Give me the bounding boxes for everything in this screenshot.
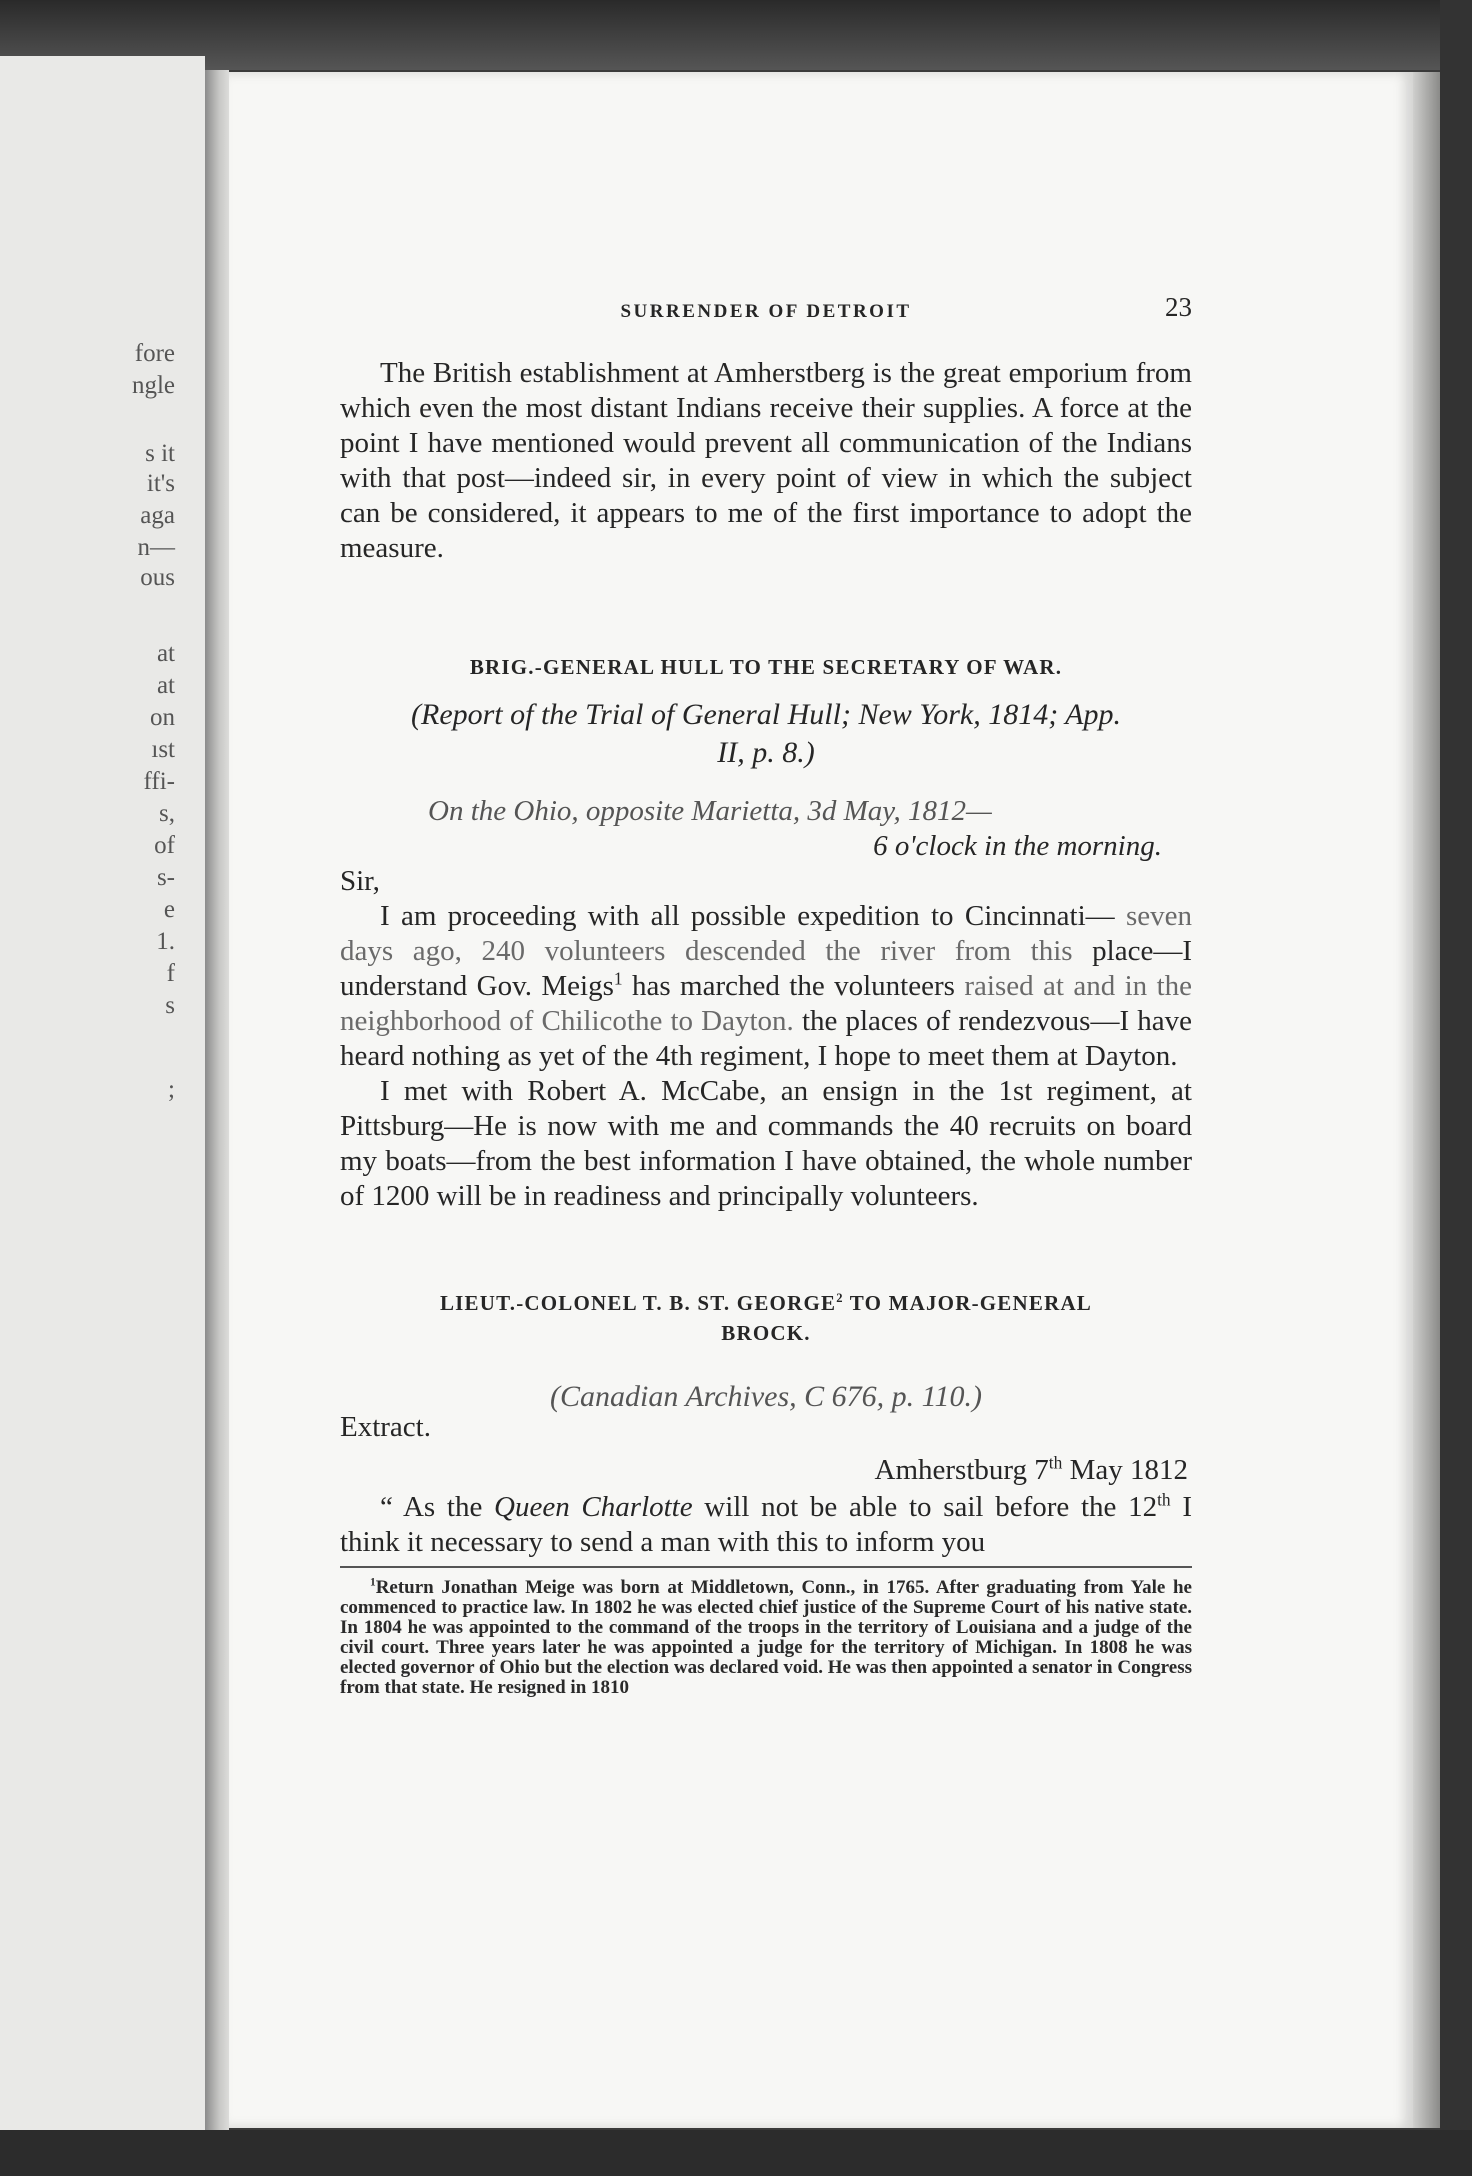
- left-fragment: ous: [140, 564, 175, 591]
- scan-border-top: [0, 0, 1472, 70]
- hull-p1-line-g: 4th regiment, I hope to meet them at Dayton.: [655, 1040, 1178, 1072]
- hull-dateline-time: 6 o'clock in the morning.: [873, 830, 1162, 862]
- left-fragment: ffi-: [143, 768, 175, 795]
- stgeorge-para-line-2: I think it necessary to send a man with this to inform you: [340, 1491, 1192, 1558]
- stgeorge-place: Amherstburg 7: [874, 1454, 1049, 1486]
- footnote: [340, 1578, 1192, 1698]
- left-fragment: it's: [146, 470, 175, 497]
- left-fragment: ;: [168, 1076, 175, 1103]
- left-fragment: f: [166, 960, 175, 987]
- left-fragment: at: [156, 640, 175, 667]
- left-fragment: s-: [156, 864, 175, 891]
- left-fragment: on: [150, 704, 175, 731]
- hull-p1-line-b: seven days ago, 240 volunteers descended the river from this: [340, 900, 1192, 967]
- left-fragment: aga: [140, 502, 175, 529]
- hull-paragraph-1: [340, 899, 1192, 1074]
- hull-paragraph-2: I met with Robert A. McCabe, an ensign in the 1st regiment, at Pittsburg—He is now with me and commands the 40 recruits on board my boats—from the best information I have obtained, the whole number of 1200 will be in readiness and principally volunteers.: [340, 1075, 1192, 1212]
- intro-paragraph: The British establishment at Amherstberg is the great emporium from which even the most distant Indians receive their supplies. A force at the point I have mentioned would prevent all communication of the Indians with that post—indeed sir, in every point of view in which the subject can be considered, it appears to me of the first importance to adopt the measure.: [340, 357, 1192, 564]
- stgeorge-para-open: “ As the: [380, 1491, 495, 1523]
- stgeorge-para-line-1: will not be able to sail before the: [692, 1491, 1117, 1523]
- intro-section: [340, 356, 1192, 566]
- hull-p1-line-c: place—I understand Gov. Meigs: [340, 935, 1193, 1002]
- hull-letter-section: [340, 652, 1192, 1214]
- left-fragment: at: [156, 672, 175, 699]
- hull-salutation: Sir,: [340, 865, 380, 897]
- footnote-text: Return Jonathan Meige was born at Middletown, Conn., in 1765. After graduating from Yale he commenced to practice law. In 1802 he was elected chief justice of the Supreme Court of his native state. In 1804 he was appointed to the command of the troops in the territory of Louisiana and a judge of the civil court. Three years later he was appointed a judge for the territory of Michigan. In 1808 he was elected governor of Ohio but the election was declared void. He was then appointed a senator in Congress from that state. He resigned in 1810: [340, 1577, 1192, 1698]
- scan-border-bottom: [0, 2130, 1472, 2176]
- stgeorge-year: May 1812: [1062, 1454, 1188, 1486]
- left-fragment: of: [154, 832, 175, 859]
- footnote-rule: [340, 1566, 1192, 1568]
- left-fragment: s: [165, 992, 175, 1019]
- footnote-marker-1: 1: [613, 968, 623, 989]
- hull-p1-line-a: I am proceeding with all possible expedition to Cincinnati—: [380, 900, 1115, 932]
- running-head: [340, 294, 1192, 356]
- page-edge-shadow: [1413, 72, 1440, 2128]
- stgeorge-heading-part-1: LIEUT.-COLONEL T. B. ST. GEORGE: [439, 1291, 837, 1315]
- left-fragment: n—: [137, 534, 175, 561]
- hull-source-line-1: (Report of the Trial of General Hull; New York, 1814; App.: [411, 698, 1121, 731]
- left-fragment: s it: [145, 440, 175, 467]
- running-title: SURRENDER OF DETROIT: [620, 301, 912, 322]
- hull-p1-line-d: has marched the volunteers: [622, 970, 955, 1002]
- footnote-number: 1: [370, 1576, 376, 1589]
- left-page-text-fragments: [0, 56, 205, 2136]
- hull-source-line-2: II, p. 8.): [717, 736, 815, 769]
- page-number: 23: [1165, 292, 1192, 322]
- book-gutter: [205, 70, 229, 2130]
- hull-p1-line-e: raised at and in the neighborhood of Chilicothe to Dayton.: [340, 970, 1193, 1037]
- stgeorge-letter-heading: [340, 1288, 1192, 1348]
- stgeorge-letter-section: [340, 1288, 1192, 1560]
- left-fragment: ngle: [131, 372, 175, 399]
- stgeorge-extract-label: Extract.: [340, 1411, 431, 1443]
- hull-dateline-place: On the Ohio, opposite Marietta, 3d May, 1812—: [428, 795, 992, 827]
- scan-border-right: [1440, 0, 1472, 2176]
- page-text: [340, 294, 1192, 1698]
- ship-name: Queen Charlotte: [494, 1491, 693, 1523]
- hull-letter-source: [340, 696, 1192, 772]
- stgeorge-para-ordinal: th: [1157, 1489, 1171, 1510]
- stgeorge-letter-source: (Canadian Archives, C 676, p. 110.): [550, 1380, 982, 1413]
- left-fragment: e: [163, 896, 175, 923]
- left-fragment: fore: [134, 340, 175, 367]
- left-fragment: ıst: [151, 736, 175, 763]
- stgeorge-paragraph: [340, 1490, 1192, 1560]
- stgeorge-heading-part-3: BROCK.: [721, 1321, 811, 1345]
- stgeorge-ordinal: th: [1048, 1452, 1063, 1473]
- hull-p1-line-f: the places of rendezvous—I have heard nothing as yet of the: [340, 1005, 1192, 1072]
- left-fragment: s,: [159, 800, 175, 827]
- hull-letter-heading: BRIG.-GENERAL HULL TO THE SECRETARY OF WAR.: [469, 655, 1063, 679]
- left-facing-page: [0, 56, 205, 2136]
- stgeorge-place-date: [340, 1453, 1192, 1488]
- stgeorge-para-day: 12: [1128, 1491, 1158, 1523]
- footnote-marker-2: 2: [836, 1291, 844, 1305]
- book-page: [229, 72, 1413, 2128]
- left-fragment: 1.: [156, 928, 175, 955]
- stgeorge-heading-part-2: TO MAJOR-GENERAL: [843, 1291, 1093, 1315]
